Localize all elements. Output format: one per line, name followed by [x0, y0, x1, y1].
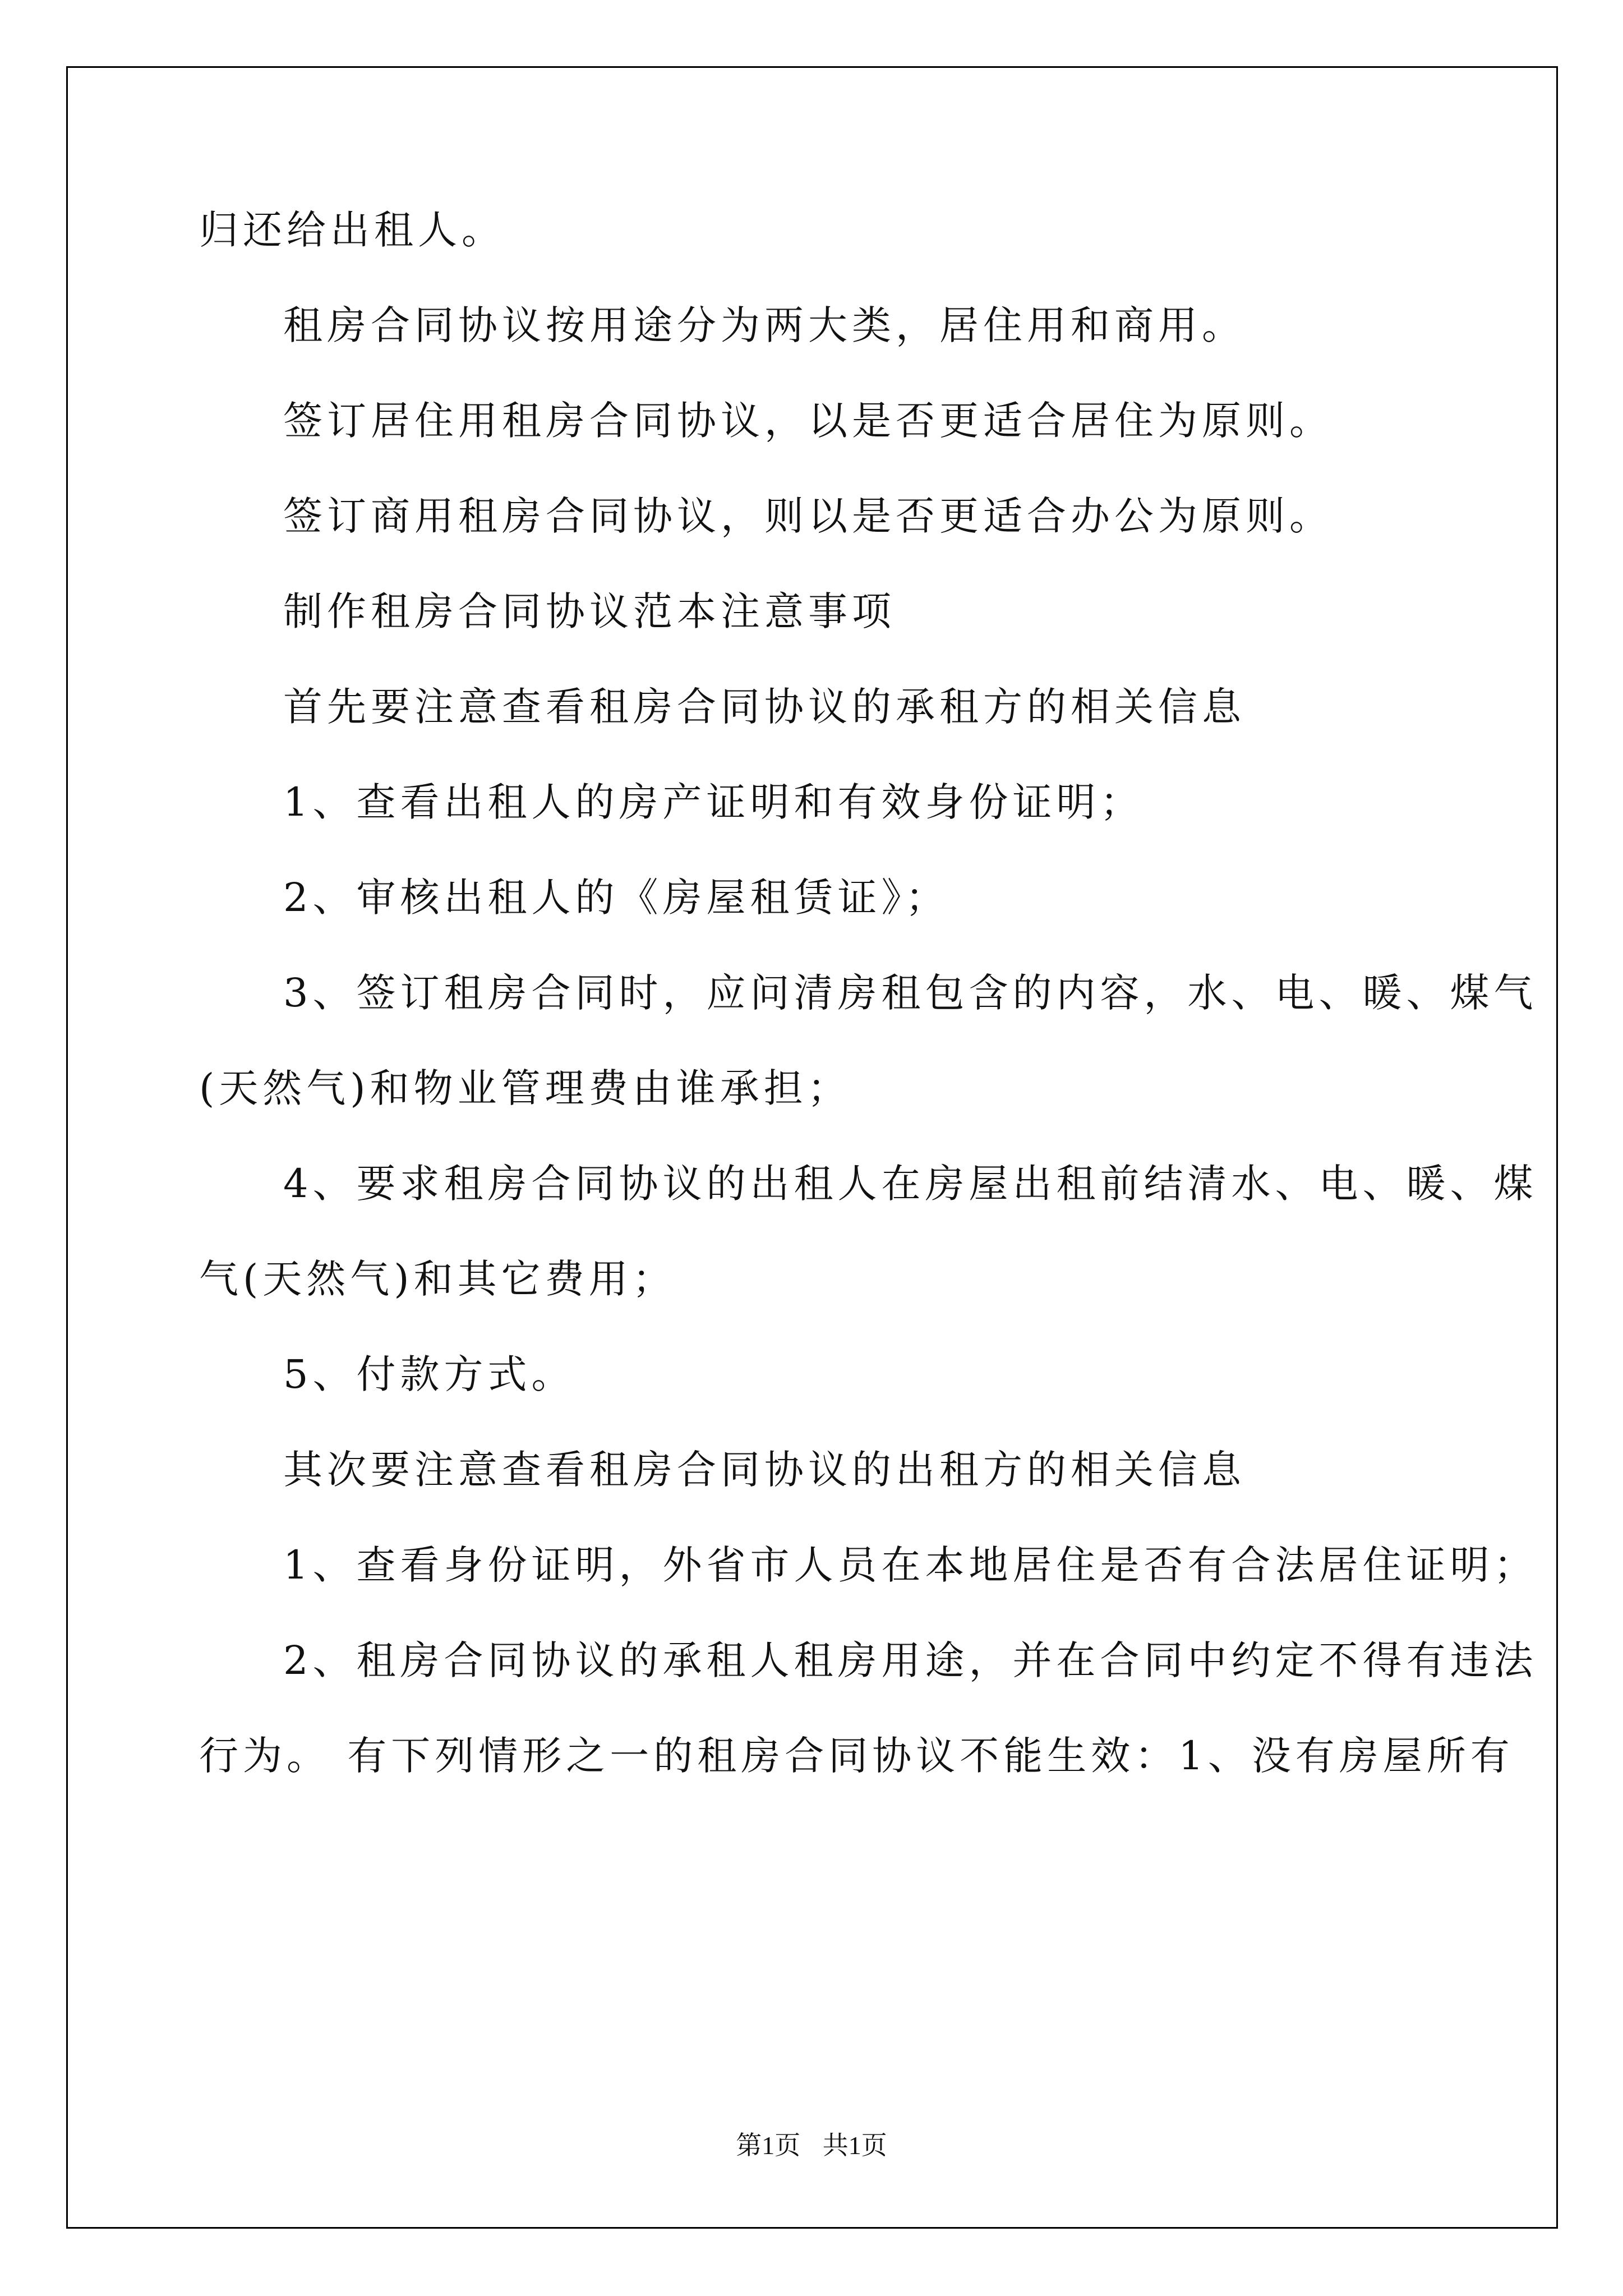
paragraph-line: 签订商用租房合同协议，则以是否更适合办公为原则。: [283, 493, 1333, 539]
list-item-continuation: (天然气)和物业管理费由谁承担；: [199, 1065, 851, 1111]
page-border: [66, 66, 1558, 2229]
paragraph-line: 归还给出租人。: [199, 207, 505, 253]
page-number: 第1页: [736, 2131, 801, 2160]
paragraph-line: 其次要注意查看租房合同协议的出租方的相关信息: [283, 1447, 1246, 1493]
list-item-continuation: 行为。 有下列情形之一的租房合同协议不能生效：1、没有房屋所有: [199, 1733, 1514, 1779]
paragraph-line: 首先要注意查看租房合同协议的承租方的相关信息: [283, 684, 1246, 730]
list-item: 5、付款方式。: [283, 1351, 575, 1397]
list-item: 1、查看身份证明，外省市人员在本地居住是否有合法居住证明；: [283, 1542, 1538, 1588]
list-item: 4、要求租房合同协议的出租人在房屋出租前结清水、电、暖、煤: [283, 1161, 1538, 1207]
list-item: 2、审核出租人的《房屋租赁证》；: [283, 875, 949, 921]
paragraph-line: 签订居住用租房合同协议，以是否更适合居住为原则。: [283, 398, 1333, 444]
page-footer: [0, 2129, 1623, 2162]
page-total: 共1页: [822, 2131, 887, 2160]
list-item: 3、签订租房合同时，应问清房租包含的内容，水、电、暖、煤气: [283, 970, 1538, 1016]
list-item: 1、查看出租人的房产证明和有效身份证明；: [283, 779, 1144, 825]
paragraph-line: 租房合同协议按用途分为两大类，居住用和商用。: [283, 302, 1246, 348]
section-heading: 制作租房合同协议范本注意事项: [283, 588, 896, 634]
list-item-continuation: 气(天然气)和其它费用；: [199, 1256, 676, 1302]
list-item: 2、租房合同协议的承租人租房用途，并在合同中约定不得有违法: [283, 1637, 1538, 1683]
